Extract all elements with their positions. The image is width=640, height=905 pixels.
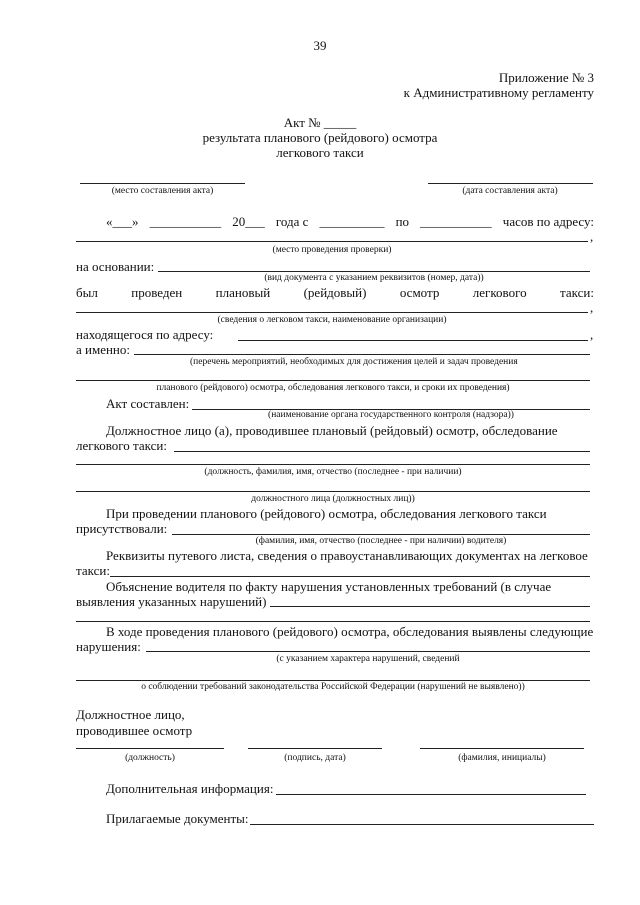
word: (рейдовый): [303, 285, 367, 300]
present-field-line[interactable]: [172, 534, 590, 535]
page-number: 39: [313, 38, 327, 53]
time-to-field[interactable]: ___________: [420, 214, 492, 229]
date-field-line[interactable]: [428, 183, 593, 184]
act-subtitle-2: легкового такси: [276, 145, 364, 160]
comma: ,: [590, 229, 594, 244]
present-text-2: присутствовали:: [76, 521, 168, 536]
signature-field-line[interactable]: [248, 748, 382, 749]
explain-text: Объяснение водителя по факту нарушения установленных требований (в случае: [106, 579, 552, 594]
act-composed-label: Акт составлен:: [106, 396, 190, 411]
waybill-text-2: такси:: [76, 563, 110, 578]
act-subtitle: результата планового (рейдового) осмотра: [202, 130, 438, 145]
fio-field-line[interactable]: [420, 748, 584, 749]
signature-caption: (подпись, дата): [284, 753, 346, 763]
additional-field-line[interactable]: [276, 794, 586, 795]
day-field[interactable]: «___»: [106, 214, 139, 229]
time-from-field[interactable]: __________: [319, 214, 385, 229]
violations-caption-2: о соблюдении требований законодательства Российской Федерации (нарушений не выявлено)): [141, 682, 525, 692]
date-caption: (дата составления акта): [462, 186, 558, 196]
basis-label: на основании:: [76, 259, 155, 274]
position-field-line[interactable]: [76, 748, 224, 749]
explain-field-line-2[interactable]: [76, 621, 590, 622]
word: легкового: [472, 285, 527, 300]
present-text: При проведении планового (рейдового) осмотра, обследования легкового такси: [106, 506, 547, 521]
taxi-field-line[interactable]: [76, 312, 588, 313]
word: был: [76, 285, 98, 300]
year-field[interactable]: 20___: [232, 214, 265, 229]
violations-field-line[interactable]: [146, 651, 590, 652]
found-text: В ходе проведения планового (рейдового) осмотра, обследования выявлены следующие: [106, 624, 594, 639]
waybill-field-line[interactable]: [110, 576, 590, 577]
year-label: года с: [275, 214, 309, 229]
signer-label-2: проводившее осмотр: [76, 723, 193, 738]
official-text: Должностное лицо (а), проводившее плановый (рейдовый) осмотр, обследование: [106, 423, 558, 438]
waybill-text: Реквизиты путевого листа, сведения о правоустанавливающих документах на легковое: [106, 548, 588, 563]
found-text-2: нарушения:: [76, 639, 141, 654]
conducted-row: [76, 285, 594, 300]
appendix-regulation: к Административному регламенту: [403, 85, 594, 100]
address-label: часов по адресу:: [502, 214, 594, 229]
date-time-row: [106, 214, 594, 229]
measures-caption-2: планового (рейдового) осмотра, обследования легкового такси, и сроки их проведения): [156, 383, 510, 393]
place-caption: (место составления акта): [111, 186, 214, 196]
appendix-label: Приложение № 3: [498, 70, 594, 85]
word: осмотр: [399, 285, 440, 300]
position-caption: (должность): [125, 753, 175, 763]
namely-label: а именно:: [76, 342, 130, 357]
explain-text-2: выявления указанных нарушений): [76, 594, 267, 609]
located-field-line[interactable]: [238, 340, 588, 341]
measures-caption: (перечень мероприятий, необходимых для достижения целей и задач проведения: [190, 357, 518, 367]
official-field-line-2[interactable]: [76, 464, 590, 465]
official-caption-2: должностного лица (должностных лиц)): [251, 494, 415, 504]
comma: ,: [590, 327, 594, 342]
word: плановый: [215, 285, 271, 300]
explain-field-line[interactable]: [270, 606, 590, 607]
violations-caption: (с указанием характера нарушений, сведений: [276, 654, 460, 664]
act-title: Акт № _____: [283, 115, 357, 130]
attached-label: Прилагаемые документы:: [106, 811, 249, 826]
inspection-place-caption: (место проведения проверки): [272, 245, 392, 255]
measures-field-line[interactable]: [76, 380, 590, 381]
located-label: находящегося по адресу:: [76, 327, 214, 342]
fio-caption: (фамилия, инициалы): [458, 753, 546, 763]
official-caption: (должность, фамилия, имя, отчество (последнее - при наличии): [204, 467, 462, 477]
namely-field-line[interactable]: [134, 354, 590, 355]
word: такси:: [560, 285, 594, 300]
attached-field-line[interactable]: [250, 824, 594, 825]
to-label: по: [395, 214, 410, 229]
doc-type-caption: (вид документа с указанием реквизитов (номер, дата)): [264, 273, 484, 283]
word: проведен: [131, 285, 183, 300]
violations-field-line-2[interactable]: [76, 680, 590, 681]
place-field-line[interactable]: [80, 183, 245, 184]
comma: ,: [590, 300, 594, 315]
signer-label: Должностное лицо,: [76, 707, 185, 722]
month-field[interactable]: ___________: [149, 214, 222, 229]
basis-field-line[interactable]: [158, 271, 590, 272]
official-text-2: легкового такси:: [76, 438, 167, 453]
official-field-line[interactable]: [174, 451, 590, 452]
taxi-info-caption: (сведения о легковом такси, наименование организации): [217, 315, 447, 325]
official-field-line-3[interactable]: [76, 491, 590, 492]
driver-caption: (фамилия, имя, отчество (последнее - при наличии) водителя): [255, 536, 507, 546]
address-field-line[interactable]: [76, 241, 588, 242]
authority-caption: (наименование органа государственного контроля (надзора)): [268, 410, 514, 420]
additional-label: Дополнительная информация:: [106, 781, 274, 796]
